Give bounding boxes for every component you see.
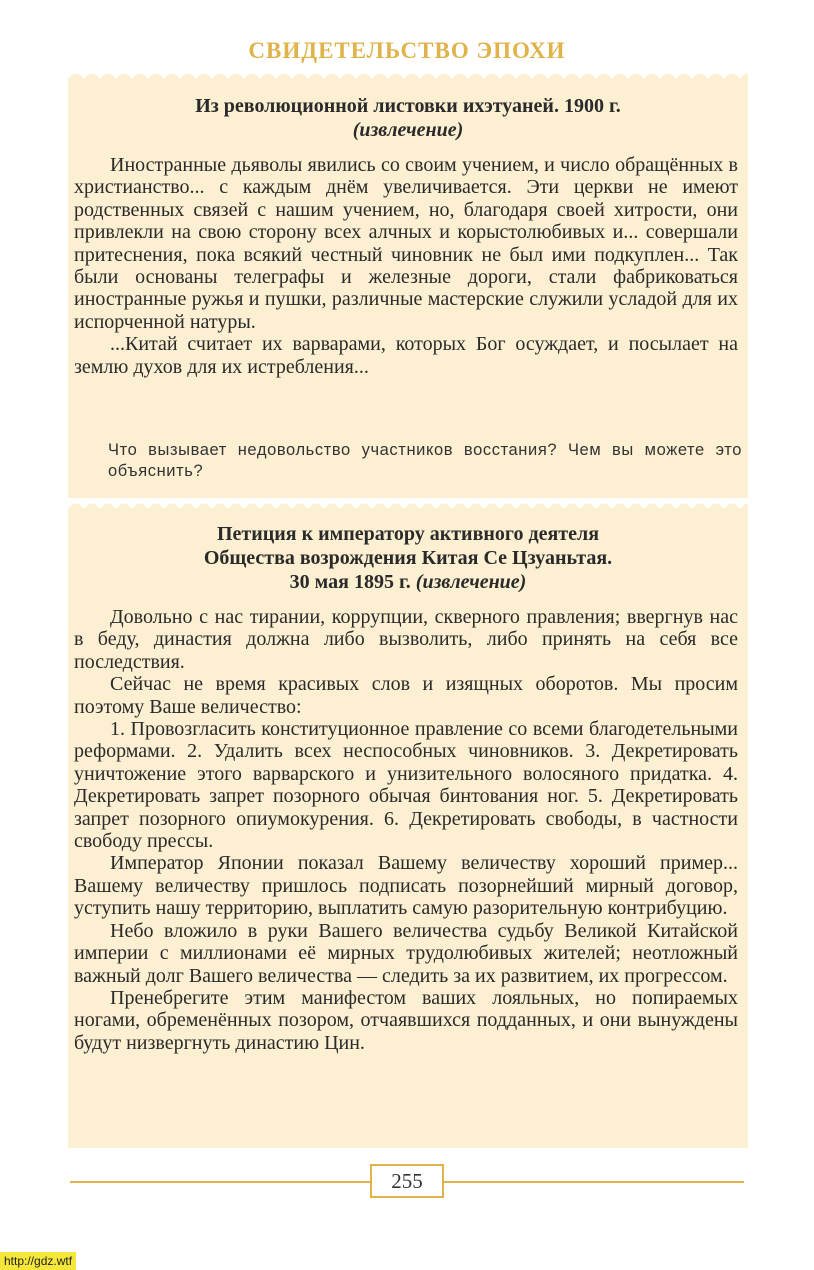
paragraph: Сейчас не время красивых слов и изящных оборотов. Мы просим поэтому Ваше величество: (74, 673, 738, 718)
section-title: СВИДЕТЕЛЬСТВО ЭПОХИ (248, 38, 566, 63)
page-number: 255 (370, 1164, 444, 1198)
paragraph: Пренебрегите этим манифестом ваших лояльных, но попираемых ногами, обременённых позором, отчаявшихся подданных, и они вынуждены будут низвергнуть династию Цин. (74, 986, 738, 1054)
source-title-line: Петиция к императору активного деятеля (216, 523, 600, 545)
source-title-line (68, 570, 748, 594)
source-title (68, 522, 748, 594)
paragraph: Иностранные дьяволы явились со своим учением, и число обращённых в христианство... с каждым днём увеличивается. Эти церкви не имеют родственных связей с нашим учением, но, благодаря своей хитрости, они привлекли на свою сторону всех алчных и корыстолюбивых и... совершали притеснения, пока всякий честный чиновник не был ими подкуплен... Так были основаны телеграфы и железные дороги, стали фабриковаться иностранные ружья и пушки, различные мастерские служили усладой для их испорченной натуры. (74, 154, 738, 333)
source-title-line: Общества возрождения Китая Се Цзуаньтая. (203, 547, 613, 569)
footer-rule-left (70, 1181, 370, 1183)
source-text (74, 154, 738, 378)
watermark-link[interactable]: http://gdz.wtf (0, 1252, 76, 1270)
paragraph: Император Японии показал Вашему величеству хороший пример... Вашему величеству пришлось подписать позорнейший мирный договор, уступить нашу территорию, выплатить самую разорительную контрибуцию. (74, 852, 738, 920)
source-title (68, 94, 748, 142)
source-text (74, 606, 738, 1054)
paragraph: 1. Провозгласить конституционное правление со всеми благодетельными реформами. 2. Удалить всех неспособных чиновников. 3. Декретировать уничтожение этого варварского и унизительного волосяного придатка. 4. Декретировать запрет позорного обычая бинтования ног. 5. Декретировать запрет позорного опиумокурения. 6. Декретировать свободы, в частности свободу прессы. (74, 718, 738, 853)
paragraph: Небо вложило в руки Вашего величества судьбу Великой Китайской империи с миллионами её мирных трудолюбивых жителей; неотложный важный долг Вашего величества — следить за их развитием, их прогрессом. (74, 919, 738, 987)
source-title-line: Из революционной листовки ихэтуаней. 1900 г. (195, 95, 621, 117)
paragraph: Довольно с нас тирании, коррупции, скверного правления; ввергнув нас в беду, династия должна либо вызволить, либо принять на себя все последствия. (74, 606, 738, 673)
footer-rule-right (444, 1181, 744, 1183)
source-date: 30 мая 1895 г. (289, 571, 411, 593)
source-box-leaflet (68, 78, 748, 498)
question-text: Что вызывает недовольство участников восстания? Чем вы можете это объяснить? (108, 441, 742, 480)
source-box-petition (68, 508, 748, 1148)
source-title-note: (извлечение) (352, 119, 464, 141)
source-title-note: (извлечение) (415, 571, 527, 593)
paragraph: ...Китай считает их варварами, которых Бог осуждает, и посылает на землю духов для их истребления... (74, 333, 738, 378)
